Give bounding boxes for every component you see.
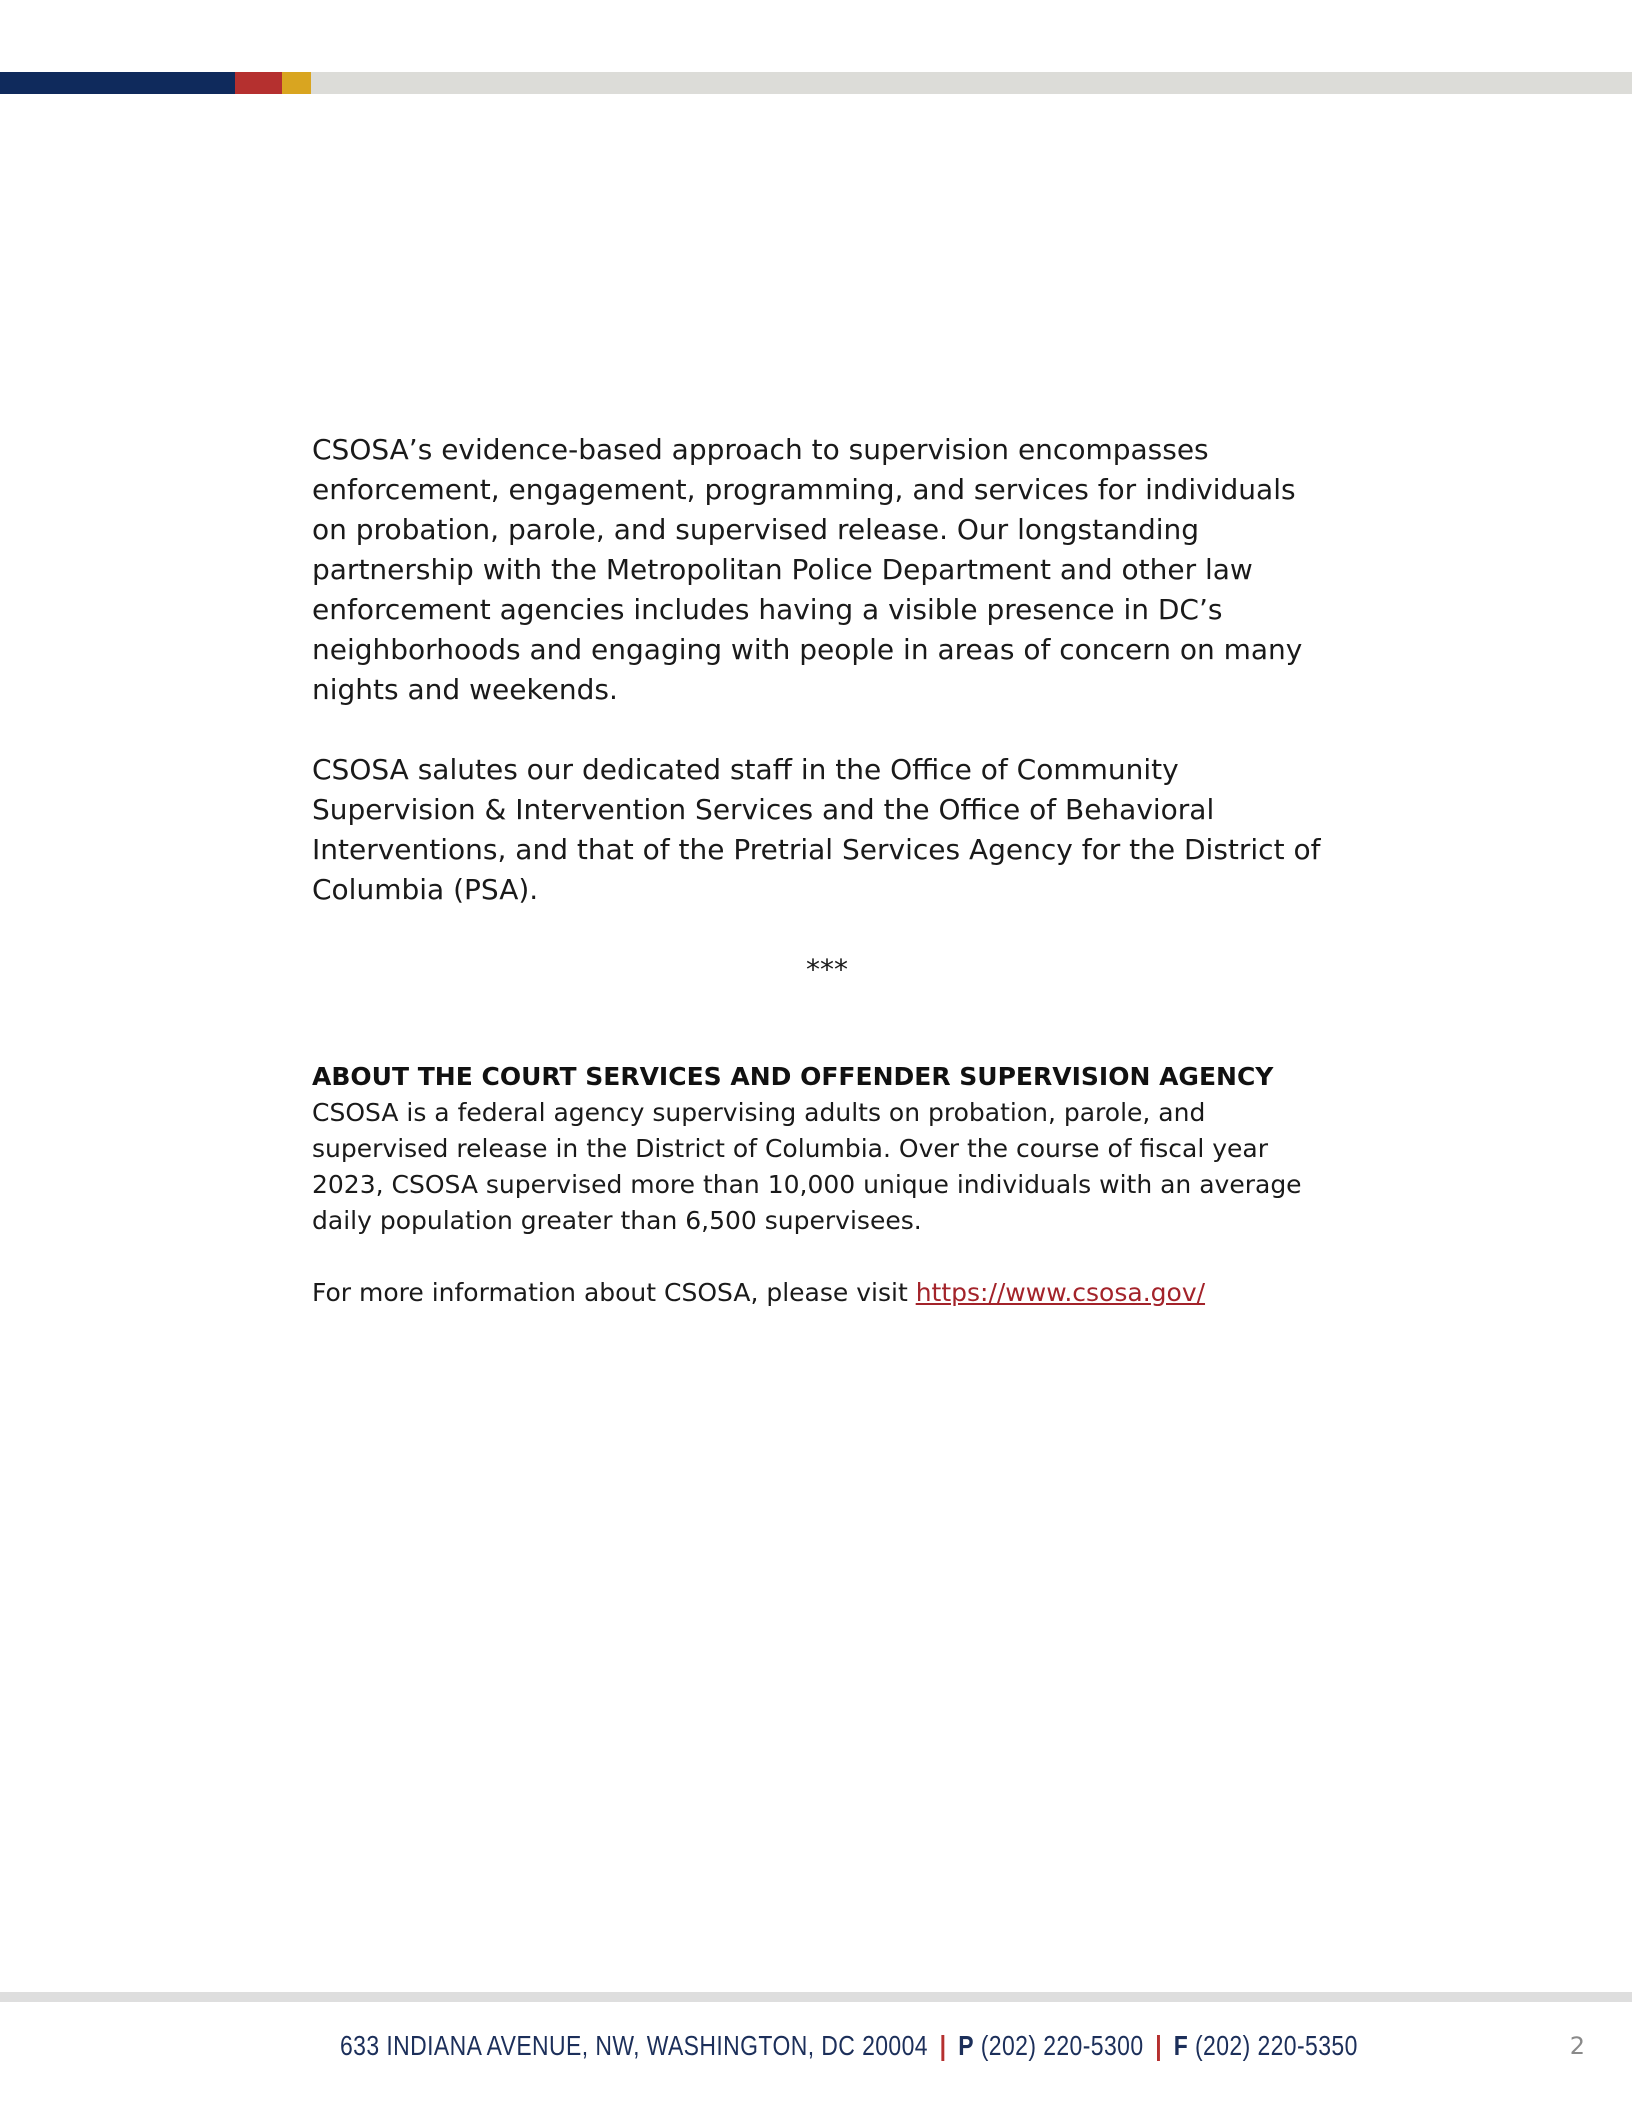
footer-contact-line [340, 2030, 1358, 2062]
stripe-red-segment [235, 72, 282, 94]
main-content [312, 430, 1332, 1311]
page-footer [0, 2024, 1632, 2074]
footer-rule [0, 1992, 1632, 2002]
more-info-line [312, 1275, 1332, 1311]
footer-fax: (202) 220-5350 [1195, 2030, 1358, 2061]
footer-address: 633 INDIANA AVENUE, NW, WASHINGTON, DC 20004 [340, 2030, 928, 2061]
footer-separator: | [939, 2030, 947, 2061]
top-color-stripe [0, 72, 1632, 94]
stripe-gray-segment [311, 72, 1632, 94]
about-heading: ABOUT THE COURT SERVICES AND OFFENDER SUPERVISION AGENCY [312, 1062, 1274, 1091]
footer-separator: | [1155, 2030, 1163, 2061]
section-separator: *** [806, 953, 848, 986]
body-paragraph-approach: CSOSA’s evidence-based approach to supervision encompasses enforcement, engagement, programming, and services for individuals on probation, parole, and supervised release. Our longstanding partnership with the Metropolitan Police Department and other law enforcement agencies includes having a visible presence in DC’s neighborhoods and engaging with people in areas of concern on many nights and weekends. [312, 433, 1303, 706]
footer-phone-label: P [958, 2030, 974, 2061]
page-number: 2 [1569, 2032, 1585, 2060]
about-section [312, 1059, 1332, 1311]
stripe-gold-segment [282, 72, 311, 94]
more-info-prefix: For more information about CSOSA, please visit [312, 1278, 916, 1307]
about-text: CSOSA is a federal agency supervising adults on probation, parole, and supervised release in the District of Columbia. Over the course of fiscal year 2023, CSOSA supervised more than 10,000 unique individuals with an average daily population greater than 6,500 supervisees. [312, 1098, 1302, 1235]
stripe-navy-segment [0, 72, 235, 94]
footer-phone: (202) 220-5300 [980, 2030, 1144, 2061]
csosa-website-link[interactable]: https://www.csosa.gov/ [915, 1278, 1206, 1307]
body-paragraph-salute: CSOSA salutes our dedicated staff in the Office of Community Supervision & Intervention Services and the Office of Behavioral Interventions, and that of the Pretrial Services Agency for the District of Columbia (PSA). [312, 753, 1321, 906]
footer-fax-label: F [1173, 2030, 1189, 2061]
